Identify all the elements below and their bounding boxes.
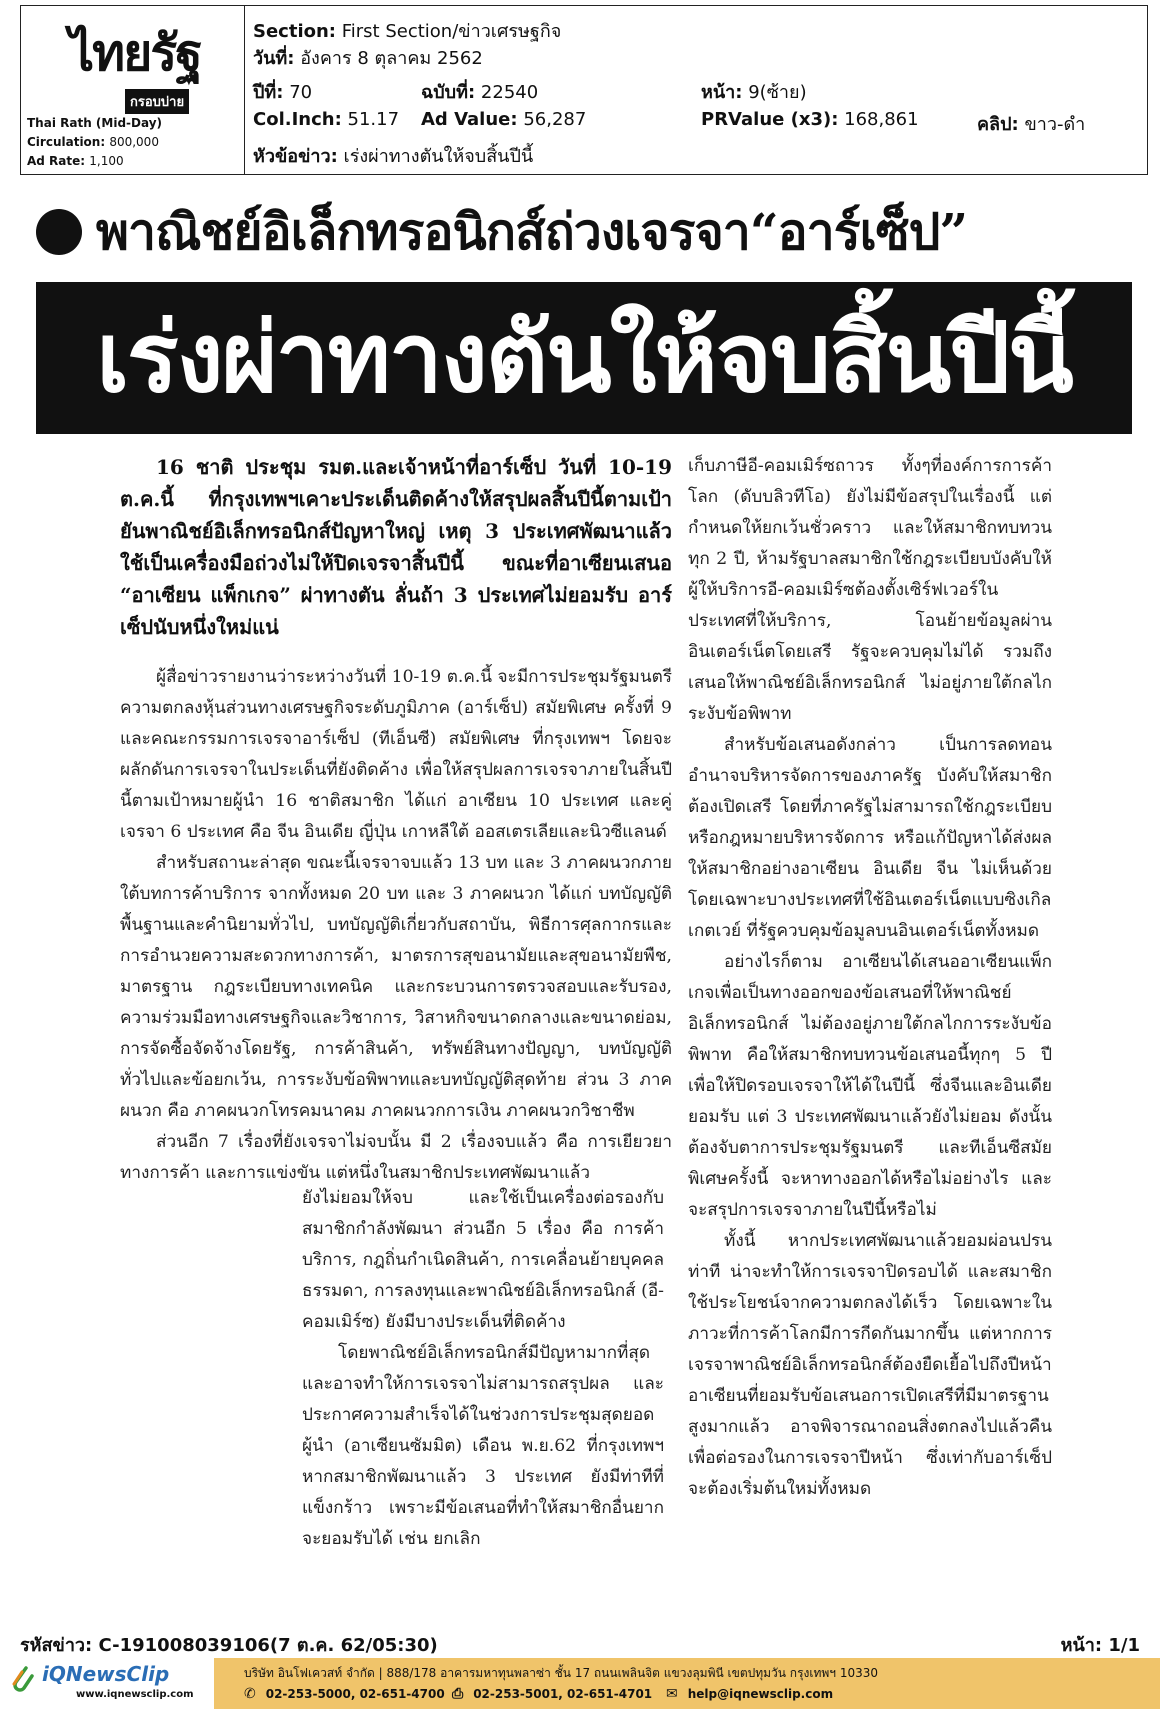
page-label: หน้า:: [701, 82, 743, 103]
article-column-right: [688, 451, 1052, 1505]
date-row: [253, 43, 483, 72]
email-icon: ✉: [666, 1686, 678, 1702]
circulation: [27, 135, 159, 149]
company-address: บริษัท อินโฟเควสท์ จำกัด | 888/178 อาคารมหาทุนพลาซ่า ชั้น 17 ถนนเพลินจิต แขวงลุมพินี เขตปทุมวัน กรุงเทพฯ 10330: [244, 1666, 879, 1680]
ad-rate-value: 1,100: [89, 154, 124, 168]
phone-icon: ✆: [244, 1686, 256, 1702]
edition-badge: กรอบบ่าย: [125, 89, 189, 114]
section-row: [253, 16, 561, 45]
paragraph: เก็บภาษีอี-คอมเมิร์ซถาวร ทั้งๆที่องค์การการค้าโลก (ดับบลิวทีโอ) ยังไม่มีข้อสรุปในเรื่องนี้ แต่กำหนดให้ยกเว้นชั่วคราว และให้สมาชิกทบทวนทุก 2 ปี, ห้ามรัฐบาลสมาชิกใช้กฎระเบียบบังคับให้ผู้ให้บริการอี-คอมเมิร์ซต้องตั้งเซิร์ฟเวอร์ในประเทศที่ให้บริการ, โอนย้ายข้อมูลผ่านอินเตอร์เน็ตโดยเสรี รัฐจะควบคุมไม่ได้ รวมถึงเสนอให้พาณิชย์อิเล็กทรอนิกส์ ไม่อยู่ภายใต้กลไกระงับข้อพิพาท: [688, 456, 1052, 724]
advalue-label: Ad Value:: [421, 109, 518, 130]
paragraph: สำหรับสถานะล่าสุด ขณะนี้เจรจาจบแล้ว 13 บท และ 3 ภาคผนวกภายใต้บทการค้าบริการ จากทั้งหมด 20 บท และ 3 ภาคผนวก ได้แก่ บทบัญญัติพื้นฐานและคำนิยามทั่วไป, บทบัญญัติเกี่ยวกับสถาบัน, พิธีการศุลกากรและการอำนวยความสะดวกทางการค้า, มาตรการสุขอนามัยและสุขอนามัยพืช, มาตรฐาน กฎระเบียบทางเทคนิค และกระบวนการตรวจสอบและรับรอง, ความร่วมมือทางเศรษฐกิจและวิชาการ, วิสาหกิจขนาดกลางและขนาดย่อม, การจัดซื้อจัดจ้างโดยรัฐ, การค้าสินค้า, ทรัพย์สินทางปัญญา, บทบัญญัติทั่วไปและข้อยกเว้น, การระงับข้อพิพาทและบทบัญญัติสุดท้าย ส่วน 3 ภาคผนวก คือ ภาคผนวกโทรคมนาคม ภาคผนวกการเงิน ภาคผนวกวิชาชีพ: [120, 853, 672, 1121]
paragraph: อย่างไรก็ตาม อาเซียนได้เสนออาเซียนแพ็กเกจเพื่อเป็นทางออกของข้อเสนอที่ให้พาณิชย์อิเล็กทรอนิกส์ ไม่ต้องอยู่ภายใต้กลไกการระงับข้อพิพาท คือให้สมาชิกทบทวนข้อเสนอนี้ทุกๆ 5 ปี เพื่อให้ปิดรอบเจรจาให้ได้ในปีนี้ ซึ่งจีนและอินเดียยอมรับ แต่ 3 ประเทศพัฒนาแล้วยังไม่ยอม ดังนั้นต้องจับตาการประชุมรัฐมนตรี และทีเอ็นซีสมัยพิเศษครั้งนี้ จะหาทางออกได้หรือไม่อย่างไร และจะสรุปการเจรจาภายในปีนี้หรือไม่: [688, 952, 1052, 1220]
clip-type-label: คลิป:: [977, 114, 1019, 135]
news-code: รหัสข่าว: C-191008039106(7 ต.ค. 62/05:30): [20, 1635, 438, 1656]
issue-row: [421, 77, 538, 106]
colinch-value: 51.17: [347, 109, 400, 130]
headline-row: [253, 141, 533, 170]
clip-type-row: [977, 109, 1085, 138]
date-label: วันที่:: [253, 48, 295, 69]
brand-name: iQNewsClip: [42, 1662, 170, 1686]
circulation-label: Circulation:: [27, 135, 106, 149]
issue-value: 22540: [480, 82, 539, 103]
banner-headline: [36, 282, 1132, 434]
prvalue-value: 168,861: [844, 109, 919, 130]
email-contact[interactable]: [666, 1686, 833, 1702]
bullet-icon: [36, 209, 82, 255]
phone-number: 02-253-5000, 02-651-4700: [265, 1687, 445, 1701]
paper-name: Thai Rath (Mid-Day): [27, 116, 163, 130]
page-value: 9(ซ้าย): [748, 82, 807, 103]
clip-info-box: [20, 5, 1148, 175]
page-row: [701, 77, 807, 106]
circulation-value: 800,000: [109, 135, 159, 149]
phone-contact: [244, 1686, 445, 1702]
headline-label: หัวข้อข่าว:: [253, 146, 338, 167]
fax-number: 02-253-5001, 02-651-4701: [473, 1687, 653, 1701]
article-column-middle: [302, 1183, 664, 1555]
advalue-value: 56,287: [523, 109, 587, 130]
clip-code-row: [20, 1630, 1140, 1658]
banner-text: เร่งผ่าทางตันให้จบสิ้นปีนี้: [96, 301, 1072, 414]
paragraph: ทั้งนี้ หากประเทศพัฒนาแล้วยอมผ่อนปรนท่าที น่าจะทำให้การเจรจาปิดรอบได้ และสมาชิกใช้ประโยชน์จากความตกลงได้เร็ว โดยเฉพาะในภาวะที่การค้าโลกมีการกีดกันมากขึ้น แต่หากการเจรจาพาณิชย์อิเล็กทรอนิกส์ต้องยืดเยื้อไปถึงปีหน้า อาเซียนที่ยอมรับข้อเสนอการเปิดเสรีที่มีมาตรฐานสูงมากแล้ว อาจพิจารณาถอนสิ่งตกลงไปแล้วคืน เพื่อต่อรองในการเจรจาปีหน้า ซึ่งเท่ากับอาร์เซ็ปจะต้องเริ่มต้นใหม่ทั้งหมด: [688, 1231, 1052, 1499]
clip-type-value: ขาว-ดำ: [1024, 114, 1086, 135]
colinch-label: Col.Inch:: [253, 109, 342, 130]
section-value: First Section/ข่าวเศรษฐกิจ: [341, 21, 562, 42]
fax-contact: [452, 1686, 652, 1702]
lead-paragraph: 16 ชาติ ประชุม รมต.และเจ้าหน้าที่อาร์เซ็ป วันที่ 10-19 ต.ค.นี้ ที่กรุงเทพฯเคาะประเด็นติดค้างให้สรุปผลสิ้นปีนี้ตามเป้า ยันพาณิชย์อิเล็กทรอนิกส์ปัญหาใหญ่ เหตุ 3 ประเทศพัฒนาแล้วใช้เป็นเครื่องมือถ่วงไม่ให้ปิดเจรจาสิ้นปีนี้ ขณะที่อาเซียนเสนอ “อาเซียน แพ็กเกจ” ผ่าทางตัน ลั่นถ้า 3 ประเทศไม่ยอมรับ อาร์เซ็ปนับหนึ่งใหม่แน่: [120, 455, 672, 639]
newspaper-logo: ไทยรัฐ: [69, 24, 201, 82]
section-label: Section:: [253, 21, 336, 42]
paragraph: ส่วนอีก 7 เรื่องที่ยังเจรจาไม่จบนั้น มี 2 เรื่องจบแล้ว คือ การเยียวยาทางการค้า และการแข่งขัน แต่หนึ่งในสมาชิกประเทศพัฒนาแล้ว: [120, 1132, 672, 1183]
clip-metadata: [245, 6, 1147, 174]
company-info: [214, 1658, 1160, 1709]
kicker-headline: [36, 197, 1136, 267]
paperclip-icon: [8, 1664, 36, 1698]
paragraph: ยังไม่ยอมให้จบ และใช้เป็นเครื่องต่อรองกับสมาชิกกำลังพัฒนา ส่วนอีก 5 เรื่อง คือ การค้าบริการ, กฎถิ่นกำเนิดสินค้า, การเคลื่อนย้ายบุคคลธรรมดา, การลงทุนและพาณิชย์อิเล็กทรอนิกส์ (อี-คอมเมิร์ซ) ยังมีบางประเด็นที่ติดค้าง: [302, 1188, 664, 1332]
date-value: อังคาร 8 ตุลาคม 2562: [300, 48, 483, 69]
year-label: ปีที่:: [253, 82, 284, 103]
paragraph: สำหรับข้อเสนอดังกล่าว เป็นการลดทอนอำนาจบริหารจัดการของภาครัฐ บังคับให้สมาชิกต้องเปิดเสรี โดยที่ภาครัฐไม่สามารถใช้กฎระเบียบหรือกฎหมายบริหารจัดการ หรือแก้ปัญหาได้ส่งผลให้สมาชิกอย่างอาเซียน อินเดีย จีน ไม่เห็นด้วย โดยเฉพาะบางประเทศที่ใช้อินเตอร์เน็ตแบบซิงเกิลเกตเวย์ ที่รัฐควบคุมข้อมูลบนอินเตอร์เน็ตทั้งหมด: [688, 735, 1052, 941]
year-row: [253, 77, 312, 106]
paragraph: ผู้สื่อข่าวรายงานว่าระหว่างวันที่ 10-19 ต.ค.นี้ จะมีการประชุมรัฐมนตรีความตกลงหุ้นส่วนทางเศรษฐกิจระดับภูมิภาค (อาร์เซ็ป) สมัยพิเศษ ครั้งที่ 9 และคณะกรรมการเจรจาอาร์เซ็ป (ทีเอ็นซี) สมัยพิเศษ ที่กรุงเทพฯ โดยจะผลักดันการเจรจาในประเด็นที่ยังติดค้าง เพื่อให้สรุปผลการเจรจาภายในสิ้นปีนี้ตามเป้าหมายผู้นำ 16 ชาติสมาชิก ได้แก่ อาเซียน 10 ประเทศ และคู่เจรจา 6 ประเทศ คือ จีน อินเดีย ญี่ปุ่น เกาหลีใต้ ออสเตรเลียและนิวซีแลนด์: [120, 667, 672, 842]
year-value: 70: [289, 82, 313, 103]
ad-rate-label: Ad Rate:: [27, 154, 86, 168]
article-column-left: [120, 662, 672, 1189]
issue-label: ฉบับที่:: [421, 82, 476, 103]
prvalue-label: PRValue (x3):: [701, 109, 839, 130]
prvalue-row: [701, 109, 919, 130]
fax-icon: ⎙: [452, 1686, 464, 1702]
masthead: [21, 6, 245, 174]
kicker-text: พาณิชย์อิเล็กทรอนิกส์ถ่วงเจรจา“อาร์เซ็ป”: [96, 201, 968, 261]
article-lead: [120, 451, 672, 643]
headline-value: เร่งผ่าทางตันให้จบสิ้นปีนี้: [343, 146, 534, 167]
brand-url: www.iqnewsclip.com: [76, 1689, 194, 1700]
footer-bar: [0, 1658, 1160, 1709]
colinch-row: [253, 109, 399, 130]
advalue-row: [421, 109, 586, 130]
page-count: หน้า: 1/1: [1060, 1635, 1140, 1656]
email-address[interactable]: help@iqnewsclip.com: [687, 1687, 834, 1701]
ad-rate: [27, 154, 124, 168]
paragraph: โดยพาณิชย์อิเล็กทรอนิกส์มีปัญหามากที่สุด และอาจทำให้การเจรจาไม่สามารถสรุปผล และประกาศความสำเร็จได้ในช่วงการประชุมสุดยอดผู้นำ (อาเซียนซัมมิต) เดือน พ.ย.62 ที่กรุงเทพฯ หากสมาชิกพัฒนาแล้ว 3 ประเทศ ยังมีท่าทีที่แข็งกร้าว เพราะมีข้อเสนอที่ทำให้สมาชิกอื่นยากจะยอมรับได้ เช่น ยกเลิก: [302, 1343, 664, 1549]
iqnewsclip-logo: [0, 1658, 214, 1709]
